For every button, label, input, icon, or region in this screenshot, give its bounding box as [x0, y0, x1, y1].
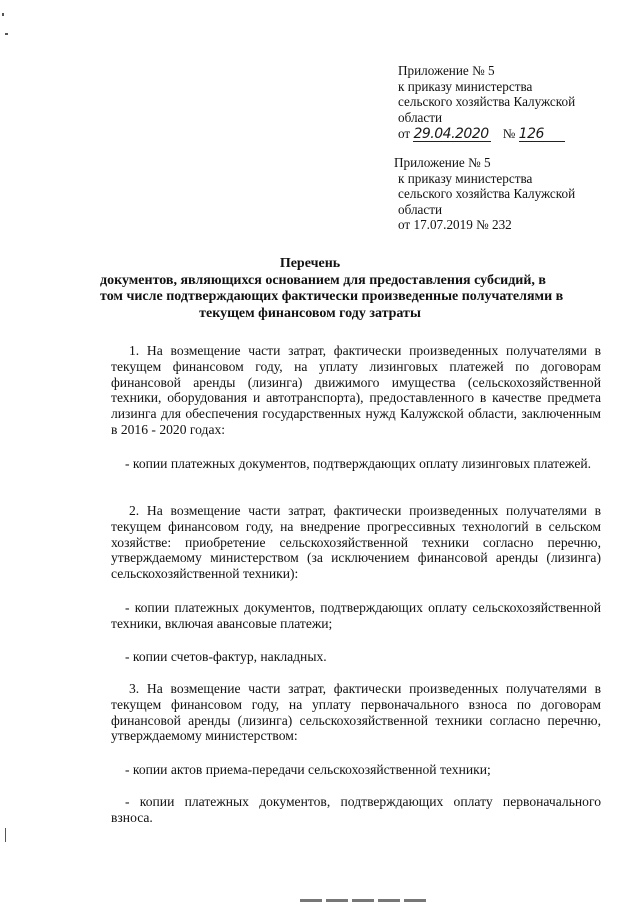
scan-mark — [5, 828, 6, 842]
handwritten-date: 29.04.2020 — [413, 126, 489, 142]
scan-mark — [5, 33, 8, 35]
header-line: сельского хозяйства Калужской — [398, 186, 576, 201]
title-line: текущем финансовом году затраты — [199, 305, 421, 321]
title-line: Перечень — [279, 256, 341, 271]
document-title — [100, 256, 564, 322]
paragraph-2-item: - копии счетов-фактур, накладных. — [125, 649, 327, 664]
handwritten-number: 126 — [518, 126, 544, 142]
original-header — [394, 155, 575, 233]
header-line: Приложение № 5 — [394, 155, 491, 170]
paragraph-1: 1. На возмещение части затрат, фактически произведенных получателями в текущем финансовом году, на уплату лизинговых платежей по договорам финансовой аренды (лизинга) движимого имущества (сельскохозяйственной техники, оборудования и автотранспорта), предоставленного в качестве предмета лизинга для обеспечения государственных нужд Калужской области, заключенным в 2016 - 2020 годах: — [111, 343, 601, 437]
scan-mark — [2, 13, 4, 16]
header-line: к приказу министерства — [398, 78, 533, 94]
header-line: Приложение № 5 — [398, 63, 495, 78]
header-date-line — [398, 126, 575, 142]
header-line: к приказу министерства — [398, 170, 533, 186]
scan-footer-mark — [300, 899, 430, 902]
amendment-header — [398, 63, 575, 142]
header-line: области — [398, 109, 443, 125]
title-line: документов, являющихся основанием для предоставления субсидий, в — [100, 272, 546, 288]
title-line: том числе подтверждающих фактически произведенные получателями в — [100, 289, 564, 304]
from-prefix: от — [398, 126, 411, 141]
header-line: области — [398, 201, 443, 217]
paragraph-1-item: - копии платежных документов, подтверждающих оплату лизинговых платежей. — [125, 456, 592, 471]
header-line: от 17.07.2019 № 232 — [398, 217, 512, 232]
paragraph-3-item: - копии актов приема-передачи сельскохозяйственной техники; — [125, 762, 491, 777]
header-line: сельского хозяйства Калужской — [398, 94, 576, 109]
paragraph-3: 3. На возмещение части затрат, фактически произведенных получателями в текущем финансовом году, на уплату первоначального взноса по договорам финансовой аренды (лизинга) сельскохозяйственной техники согласно перечню, утверждаемому министерством: — [111, 681, 601, 744]
number-prefix: № — [502, 126, 516, 141]
paragraph-2: 2. На возмещение части затрат, фактически произведенных получателями в текущем финансовом году, на внедрение прогрессивных технологий в сельском хозяйстве: приобретение сельскохозяйственной техники согласно перечню, утверждаемому министерством (за исключением финансовой аренды (лизинга) сельскохозяйственной техники): — [111, 503, 601, 582]
paragraph-3-item: - копии платежных документов, подтверждающих оплату первоначального взноса. — [111, 794, 601, 825]
paragraph-2-item: - копии платежных документов, подтверждающих оплату сельскохозяйственной техники, включая авансовые платежи; — [111, 600, 601, 631]
